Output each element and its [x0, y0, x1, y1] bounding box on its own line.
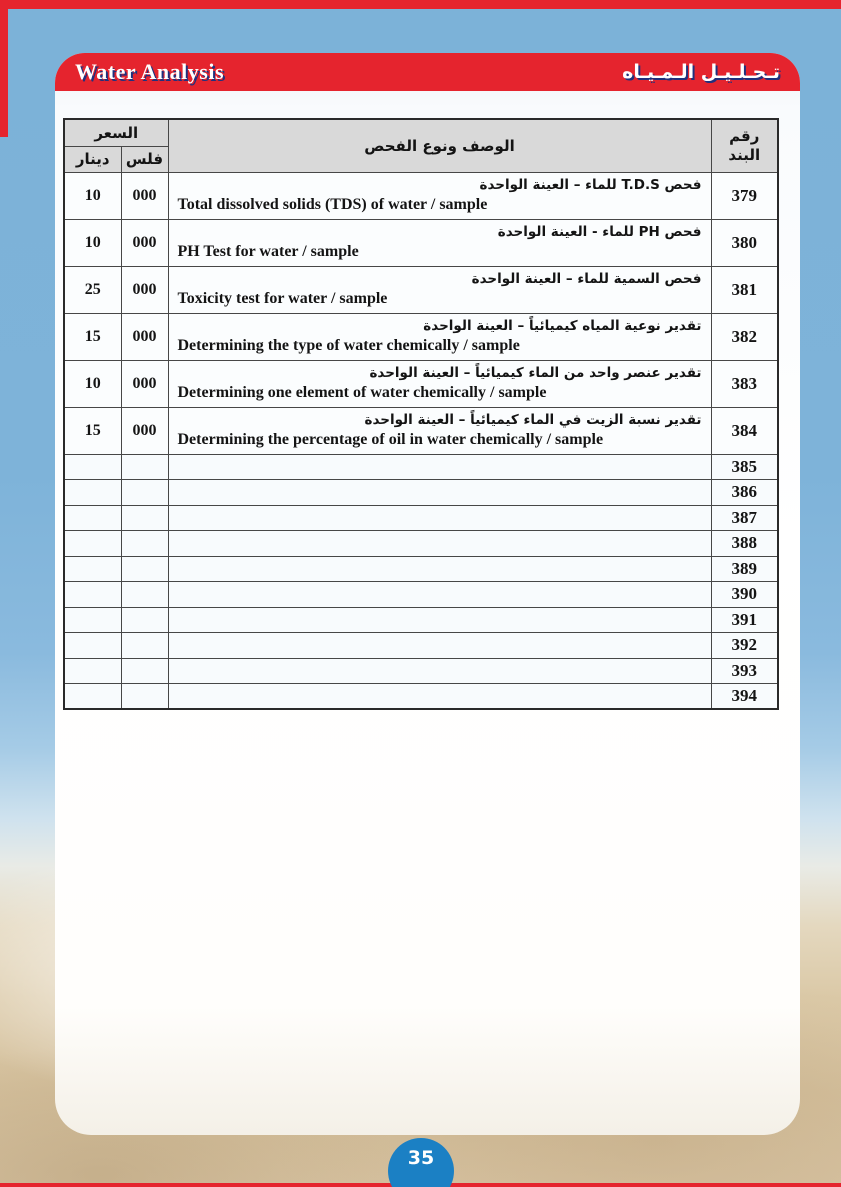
item-number-cell: 391	[711, 607, 778, 633]
column-header-description: الوصف ونوع الفحص	[168, 119, 711, 172]
fils-cell	[121, 607, 168, 633]
description-cell	[168, 313, 711, 360]
dinar-cell: 15	[64, 313, 121, 360]
table-row	[64, 454, 778, 480]
dinar-cell	[64, 480, 121, 506]
item-number-header-line2: البند	[728, 145, 761, 164]
table-row	[64, 607, 778, 633]
fils-cell: 000	[121, 172, 168, 219]
fils-cell	[121, 454, 168, 480]
description-english: Determining the type of water chemically / sample	[177, 336, 520, 354]
column-header-price: السعر	[64, 119, 168, 146]
section-title-bar	[55, 53, 800, 91]
table-row	[64, 582, 778, 608]
description-cell	[168, 480, 711, 506]
column-header-fils: فلس	[121, 146, 168, 172]
dinar-cell	[64, 582, 121, 608]
description-cell	[168, 172, 711, 219]
item-number-cell: 380	[711, 219, 778, 266]
item-number-cell: 379	[711, 172, 778, 219]
description-cell	[168, 556, 711, 582]
item-number-cell: 389	[711, 556, 778, 582]
description-cell	[168, 684, 711, 710]
dinar-cell	[64, 658, 121, 684]
fils-cell	[121, 684, 168, 710]
description-cell	[168, 582, 711, 608]
description-cell	[168, 266, 711, 313]
dinar-cell: 10	[64, 360, 121, 407]
item-number-cell: 384	[711, 407, 778, 454]
fils-cell	[121, 658, 168, 684]
fils-cell: 000	[121, 407, 168, 454]
fils-cell: 000	[121, 360, 168, 407]
description-cell	[168, 219, 711, 266]
fils-cell	[121, 505, 168, 531]
item-number-cell: 394	[711, 684, 778, 710]
section-title-english: Water Analysis	[75, 59, 225, 84]
fils-cell	[121, 531, 168, 557]
item-number-cell: 382	[711, 313, 778, 360]
table-row	[64, 407, 778, 454]
page-border-left	[0, 5, 8, 137]
item-number-cell: 387	[711, 505, 778, 531]
dinar-cell	[64, 684, 121, 710]
table-row	[64, 313, 778, 360]
dinar-cell: 10	[64, 219, 121, 266]
column-header-dinar: دينار	[64, 146, 121, 172]
table-row	[64, 531, 778, 557]
description-cell	[168, 633, 711, 659]
description-english: Total dissolved solids (TDS) of water / sample	[177, 195, 488, 213]
fils-cell	[121, 582, 168, 608]
price-list-table	[63, 118, 779, 710]
description-cell	[168, 505, 711, 531]
item-number-cell: 392	[711, 633, 778, 659]
dinar-cell	[64, 607, 121, 633]
description-cell	[168, 407, 711, 454]
description-arabic: تقدير نوعية المياه كيميائياً – العينة الواحدة	[423, 317, 702, 334]
fils-cell: 000	[121, 266, 168, 313]
description-arabic: تقدير عنصر واحد من الماء كيميائياً – العينة الواحدة	[369, 364, 702, 381]
item-number-cell: 393	[711, 658, 778, 684]
section-title-arabic: تـحـلـيـل الـمـيـاه	[622, 61, 780, 83]
item-number-cell: 381	[711, 266, 778, 313]
item-number-cell: 385	[711, 454, 778, 480]
fils-cell	[121, 556, 168, 582]
description-cell	[168, 531, 711, 557]
dinar-cell	[64, 531, 121, 557]
table-row	[64, 360, 778, 407]
table-row	[64, 658, 778, 684]
table-row	[64, 219, 778, 266]
page-number: 35	[407, 1147, 435, 1169]
column-header-item-number	[711, 119, 778, 172]
description-cell	[168, 454, 711, 480]
description-english: Determining the percentage of oil in water chemically / sample	[177, 430, 604, 448]
item-number-cell: 388	[711, 531, 778, 557]
table-row	[64, 266, 778, 313]
dinar-cell	[64, 505, 121, 531]
table-row	[64, 556, 778, 582]
table-row	[64, 172, 778, 219]
table-row	[64, 684, 778, 710]
dinar-cell: 10	[64, 172, 121, 219]
dinar-cell	[64, 556, 121, 582]
fils-cell	[121, 480, 168, 506]
description-english: PH Test for water / sample	[177, 242, 359, 260]
description-cell	[168, 658, 711, 684]
description-cell	[168, 607, 711, 633]
table-row	[64, 480, 778, 506]
description-cell	[168, 360, 711, 407]
table-header-row-1	[64, 119, 778, 146]
fils-cell: 000	[121, 313, 168, 360]
fils-cell	[121, 633, 168, 659]
dinar-cell	[64, 633, 121, 659]
table-row	[64, 505, 778, 531]
item-number-header-line1: رقم	[729, 127, 760, 145]
dinar-cell: 25	[64, 266, 121, 313]
page-number-badge	[388, 1138, 454, 1187]
item-number-cell: 383	[711, 360, 778, 407]
description-arabic: فحص PH للماء - العينة الواحدة	[497, 223, 702, 240]
item-number-cell: 390	[711, 582, 778, 608]
description-arabic: تقدير نسبة الزيت في الماء كيميائياً – العينة الواحدة	[364, 411, 702, 428]
item-number-cell: 386	[711, 480, 778, 506]
content-sheet	[55, 53, 800, 1135]
description-english: Determining one element of water chemically / sample	[177, 383, 547, 401]
dinar-cell	[64, 454, 121, 480]
dinar-cell: 15	[64, 407, 121, 454]
description-arabic: فحص T.D.S للماء – العينة الواحدة	[479, 176, 702, 193]
description-arabic: فحص السمية للماء – العينة الواحدة	[471, 270, 702, 287]
page-border-top	[0, 0, 841, 9]
fils-cell: 000	[121, 219, 168, 266]
description-english: Toxicity test for water / sample	[177, 289, 388, 307]
table-row	[64, 633, 778, 659]
